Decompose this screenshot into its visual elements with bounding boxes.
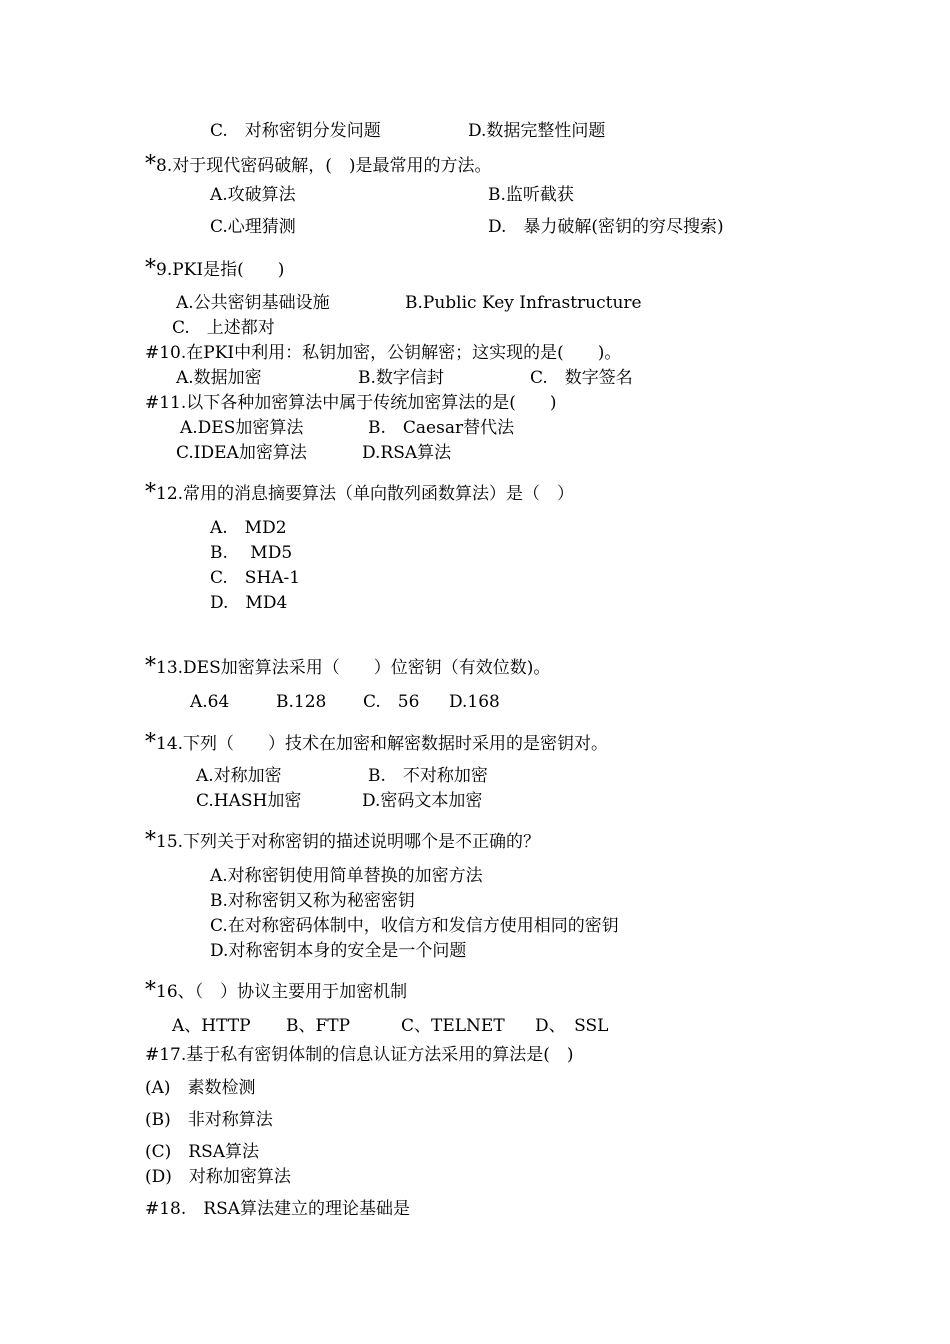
q9-option-a: A.公共密钥基础设施 bbox=[176, 293, 330, 313]
q14-stem: 14.下列（ ）技术在加密和解密数据时采用的是密钥对。 bbox=[156, 734, 609, 754]
q18-stem: #18. RSA算法建立的理论基础是 bbox=[145, 1199, 411, 1219]
q14-question bbox=[145, 732, 608, 754]
q12-marker: * bbox=[145, 480, 156, 505]
q8-question bbox=[145, 154, 491, 176]
q8-option-a: A.攻破算法 bbox=[210, 185, 296, 205]
q17-option-c: (C) RSA算法 bbox=[145, 1142, 259, 1162]
q16-stem: 16、（ ）协议主要用于加密机制 bbox=[156, 982, 408, 1002]
q11-option-d: D.RSA算法 bbox=[362, 443, 452, 463]
q17-stem: #17.基于私有密钥体制的信息认证方法采用的算法是( ) bbox=[145, 1045, 574, 1065]
q14-option-d: D.密码文本加密 bbox=[362, 791, 483, 811]
q15-stem: 15.下列关于对称密钥的描述说明哪个是不正确的？ bbox=[156, 832, 541, 852]
q9-question bbox=[145, 258, 284, 280]
q14-option-c: C.HASH加密 bbox=[196, 791, 302, 811]
q15-option-b: B.对称密钥又称为秘密密钥 bbox=[210, 891, 415, 911]
q17-option-b: (B) 非对称算法 bbox=[145, 1110, 273, 1130]
q13-stem: 13.DES加密算法采用（ ）位密钥（有效位数)。 bbox=[156, 658, 551, 678]
q10-option-b: B.数字信封 bbox=[358, 368, 444, 388]
q9-option-b: B.Public Key Infrastructure bbox=[405, 293, 642, 313]
q11-option-a: A.DES加密算法 bbox=[180, 418, 304, 438]
q8-option-b: B.监听截获 bbox=[488, 185, 574, 205]
q15-option-d: D.对称密钥本身的安全是一个问题 bbox=[210, 941, 467, 961]
q16-question bbox=[145, 980, 407, 1002]
q14-marker: * bbox=[145, 730, 156, 755]
q14-option-a: A.对称加密 bbox=[196, 766, 282, 786]
q15-question bbox=[145, 830, 540, 852]
q16-option-a: A、HTTP bbox=[172, 1016, 251, 1036]
q11-option-c: C.IDEA加密算法 bbox=[176, 443, 307, 463]
q7-option-c: C. 对称密钥分发问题 bbox=[210, 121, 381, 141]
q13-option-d: D.168 bbox=[449, 692, 500, 712]
q11-option-b: B. Caesar替代法 bbox=[368, 418, 515, 438]
q8-marker: * bbox=[145, 152, 156, 177]
q8-option-d: D. 暴力破解(密钥的穷尽搜索) bbox=[488, 217, 724, 237]
q12-option-a: A. MD2 bbox=[210, 518, 287, 538]
q16-option-d: D、 SSL bbox=[535, 1016, 609, 1036]
q13-option-a: A.64 bbox=[190, 692, 230, 712]
q11-stem: #11.以下各种加密算法中属于传统加密算法的是( ) bbox=[145, 393, 557, 413]
q8-stem: 8.对于现代密码破解，( )是最常用的方法。 bbox=[156, 156, 492, 176]
q9-marker: * bbox=[145, 256, 156, 281]
q10-option-c: C. 数字签名 bbox=[530, 368, 633, 388]
q12-option-b: B. MD5 bbox=[210, 543, 293, 563]
q12-question bbox=[145, 482, 574, 504]
q17-option-d: (D) 对称加密算法 bbox=[145, 1167, 291, 1187]
q15-marker: * bbox=[145, 828, 156, 853]
q13-marker: * bbox=[145, 654, 156, 679]
q13-question bbox=[145, 656, 550, 678]
q16-marker: * bbox=[145, 978, 156, 1003]
q17-option-a: (A) 素数检测 bbox=[145, 1078, 256, 1098]
q12-stem: 12.常用的消息摘要算法（单向散列函数算法）是（ ） bbox=[156, 484, 575, 504]
q12-option-d: D. MD4 bbox=[210, 593, 288, 613]
q14-option-b: B. 不对称加密 bbox=[368, 766, 488, 786]
q16-option-c: C、TELNET bbox=[401, 1016, 505, 1036]
q7-option-d: D.数据完整性问题 bbox=[468, 121, 606, 141]
q13-option-b: B.128 bbox=[276, 692, 327, 712]
q15-option-c: C.在对称密码体制中，收信方和发信方使用相同的密钥 bbox=[210, 916, 619, 936]
q9-stem: 9.PKI是指( ) bbox=[156, 260, 285, 280]
q13-option-c: C. 56 bbox=[363, 692, 420, 712]
q16-option-b: B、FTP bbox=[286, 1016, 351, 1036]
q9-option-c: C. 上述都对 bbox=[172, 318, 275, 338]
q12-option-c: C. SHA-1 bbox=[210, 568, 301, 588]
q10-option-a: A.数据加密 bbox=[176, 368, 262, 388]
q15-option-a: A.对称密钥使用简单替换的加密方法 bbox=[210, 866, 483, 886]
q8-option-c: C.心理猜测 bbox=[210, 217, 296, 237]
q10-stem: #10.在PKI中利用：私钥加密，公钥解密；这实现的是( )。 bbox=[145, 343, 622, 363]
